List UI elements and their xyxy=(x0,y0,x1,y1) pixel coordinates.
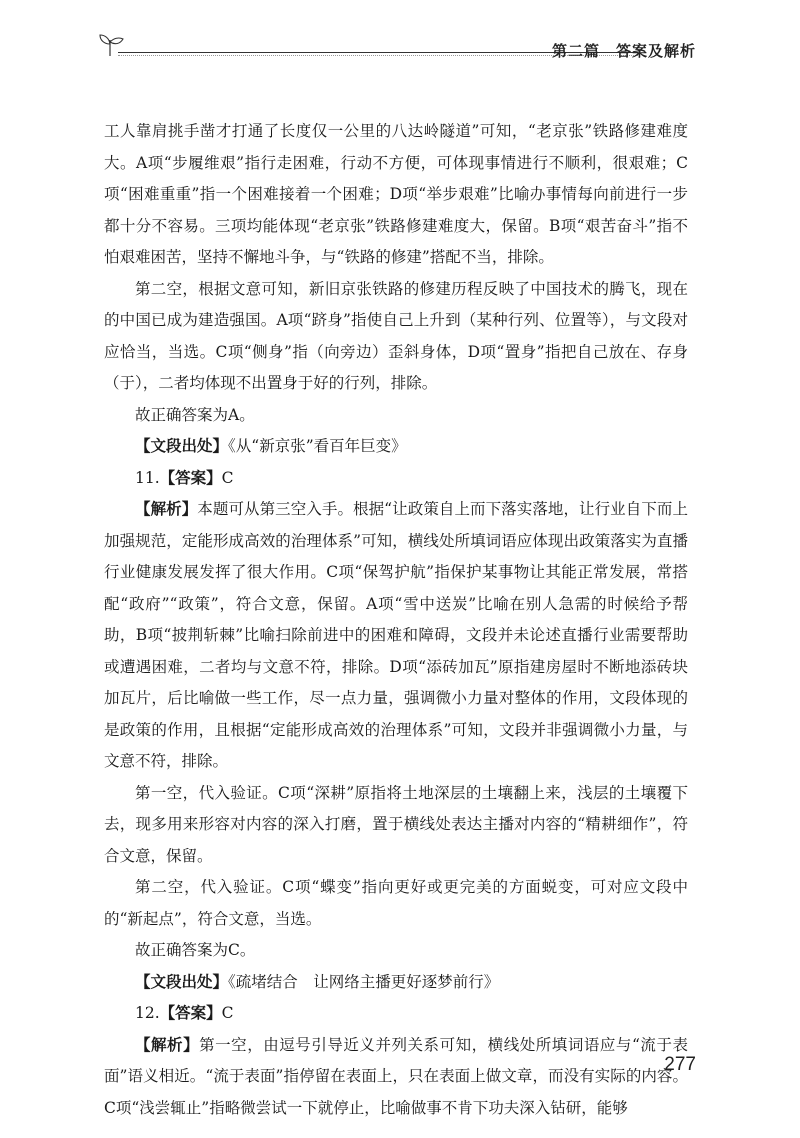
source-title: 《从“新京张”看百年巨变》 xyxy=(228,437,407,455)
source-tag: 【文段出处】 xyxy=(135,972,229,991)
source-line xyxy=(104,967,688,999)
answer-line xyxy=(104,998,688,1030)
analysis-paragraph xyxy=(104,494,688,778)
paragraph: 第二空，根据文意可知，新旧京张铁路的修建历程反映了中国技术的腾飞，现在的中国已成为建造强国。A项“跻身”指使自己上升到（某种行列、位置等），与文段对应恰当，当选。C项“侧身”指（向旁边）歪斜身体，D项“置身”指把自己放在、存身（于），二者均体现不出置身于好的行列，排除。 xyxy=(104,279,688,392)
source-title: 《疏堵结合 让网络主播更好逐梦前行》 xyxy=(228,972,500,991)
section-title: 第二篇 答案及解析 xyxy=(551,42,696,60)
body-text xyxy=(104,116,688,1124)
paragraph: 第一空，代入验证。C项“深耕”原指将土地深层的土壤翻上来，浅层的土壤覆下去，现多用来形容对内容的深入打磨，置于横线处表达主播对内容的“精耕细作”，符合文意，保留。 xyxy=(104,783,688,865)
question-number: 11. xyxy=(135,468,160,487)
answer-value: C xyxy=(221,1004,234,1022)
paragraph: 故正确答案为C。 xyxy=(135,941,256,959)
source-tag: 【文段出处】 xyxy=(135,437,229,455)
analysis-tag: 【解析】 xyxy=(135,1035,200,1054)
question-number: 12. xyxy=(135,1004,160,1022)
answer-tag: 【答案】 xyxy=(159,468,222,487)
page-number: 277 xyxy=(664,1054,696,1075)
paragraph: 第二空，代入验证。C项“蝶变”指向更好或更完美的方面蜕变，可对应文段中的“新起点”，符合文意，当选。 xyxy=(104,878,688,928)
analysis-text: 本题可从第三空入手。根据“让政策自上而下落实落地，让行业自下而上加强规范，定能形成高效的治理体系”可知，横线处所填词语应体现出政策落实为直播行业健康发展发挥了很大作用。C项“保驾护航”指保护某事物让其能正常发展，常搭配“政府”“政策”，符合文意，保留。A项“雪中送炭”比喻在别人急需的时候给予帮助，B项“披荆斩棘”比喻扫除前进中的困难和障碍，文段并未论述直播行业需要帮助或遭遇困难，二者均与文意不符，排除。D项“添砖加瓦”原指建房屋时不断地添砖块加瓦片，后比喻做一些工作，尽一点力量，强调微小力量对整体的作用，文段体现的是政策的作用，且根据“定能形成高效的治理体系”可知，文段并非强调微小力量，与文意不符，排除。 xyxy=(104,500,688,770)
paragraph: 工人靠肩挑手凿才打通了长度仅一公里的八达岭隧道”可知，“老京张”铁路修建难度大。A项“步履维艰”指行走困难，行动不方便，可体现事情进行不顺利，很艰难；C项“困难重重”指一个困难接着一个困难；D项“举步艰难”比喻办事情每向前进行一步都十分不容易。三项均能体现“老京张”铁路修建难度大，保留。B项“艰苦奋斗”指不怕艰难困苦，坚持不懈地斗争，与“铁路的修建”搭配不当，排除。 xyxy=(104,122,688,266)
paragraph: 故正确答案为A。 xyxy=(135,405,255,424)
answer-value: C xyxy=(221,468,234,487)
answer-line xyxy=(104,463,688,495)
analysis-tag: 【解析】 xyxy=(135,500,198,518)
analysis-paragraph xyxy=(104,1030,688,1125)
analysis-text: 第一空，由逗号引导近义并列关系可知，横线处所填词语应与“流于表面”语义相近。“流于表面”指停留在表面上，只在表面上做文章，而没有实际的内容。C项“浅尝辄止”指略微尝试一下就停止，比喻做事不肯下功夫深入钻研，能够 xyxy=(104,1035,688,1117)
source-line xyxy=(104,431,688,463)
running-header xyxy=(96,30,696,70)
answer-tag: 【答案】 xyxy=(159,1004,222,1022)
